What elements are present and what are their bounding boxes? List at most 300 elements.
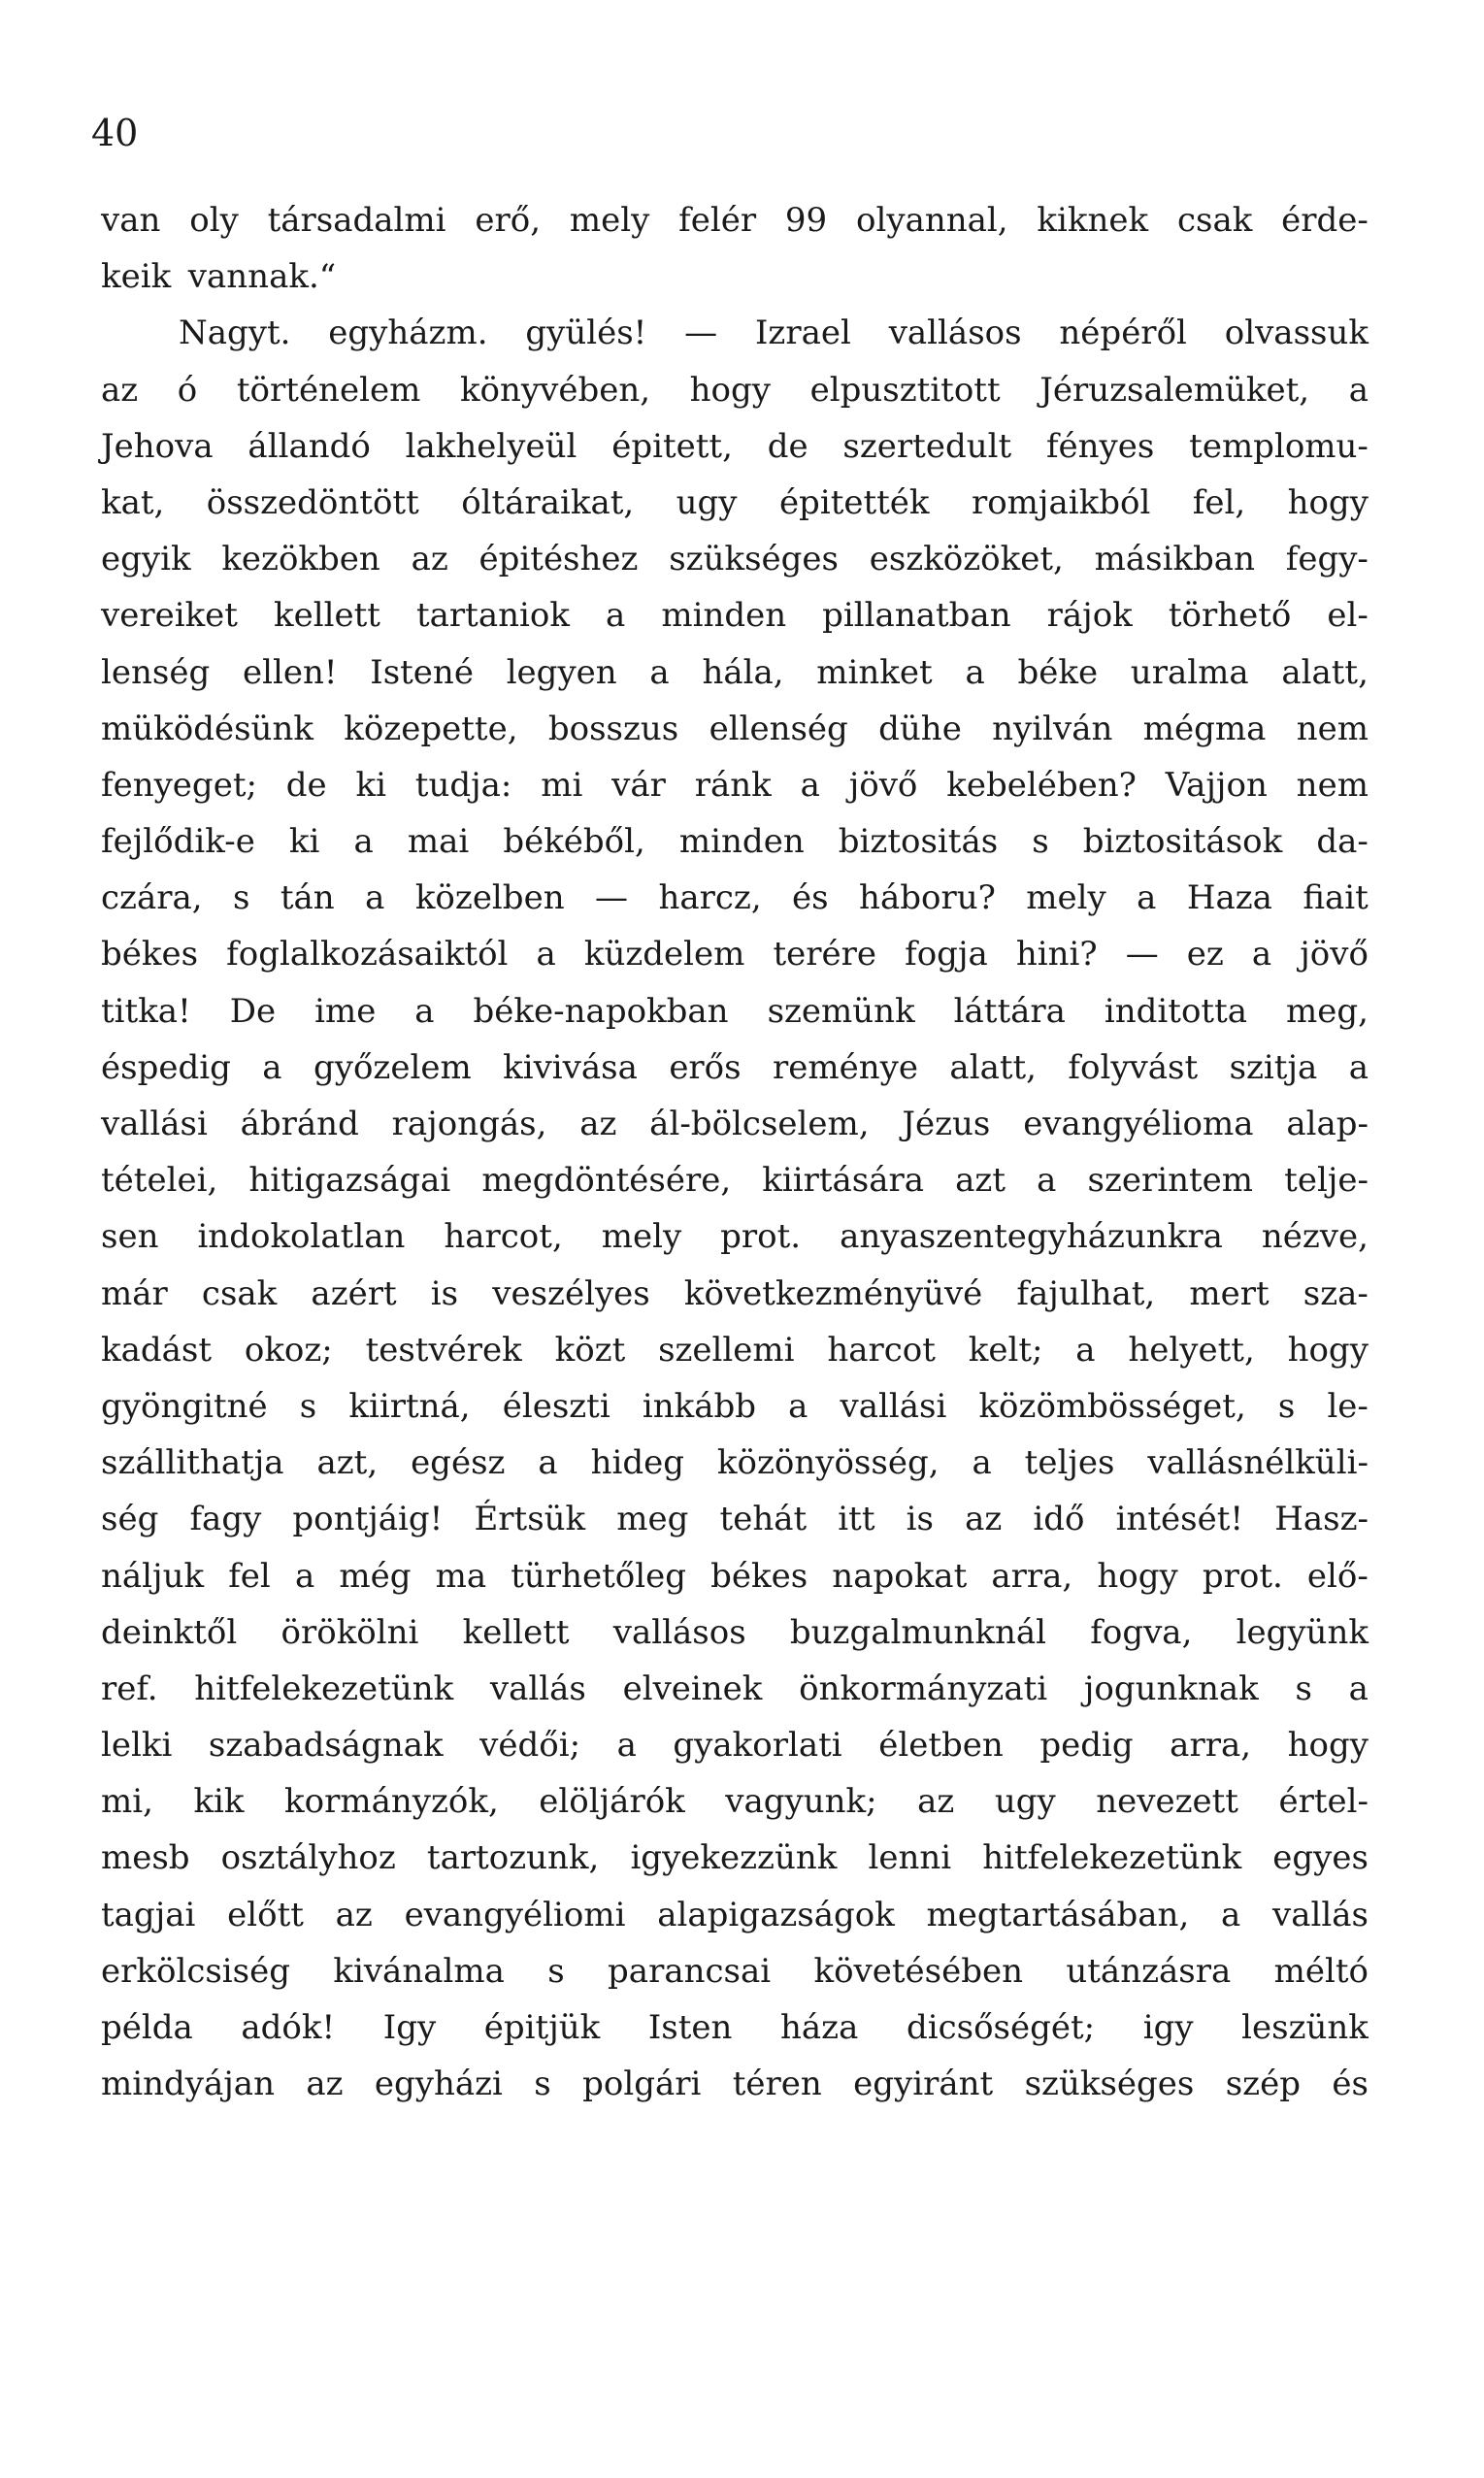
word: testvérek [365, 1330, 522, 1370]
text-line [101, 2056, 1369, 2112]
word: folyvást [1068, 1047, 1199, 1087]
word: történelem [236, 370, 421, 410]
word: a [1075, 1330, 1096, 1370]
word: mindyájan [101, 2065, 275, 2104]
word: a [1348, 370, 1369, 410]
word: czára, [101, 878, 203, 918]
text-line [101, 701, 1369, 757]
word: háboru? [859, 878, 996, 918]
word: a [965, 652, 985, 692]
text-line [101, 757, 1369, 813]
word: Izrael [755, 314, 851, 353]
word: csak [1176, 201, 1253, 240]
text-line [101, 870, 1369, 926]
word: lelki [101, 1726, 173, 1766]
word: ugy [676, 482, 738, 522]
text-line [101, 1999, 1369, 2056]
word: indokolatlan [197, 1217, 406, 1257]
word: örökölni [280, 1612, 419, 1652]
word: tagjai [101, 1895, 196, 1934]
word: elveinek [622, 1669, 763, 1708]
word: el- [1327, 596, 1369, 636]
word: értel- [1278, 1782, 1369, 1822]
word: erkölcsiség [101, 1951, 291, 1991]
word: háza [779, 2008, 859, 2047]
text-line [101, 1717, 1369, 1773]
word: szitja [1229, 1047, 1318, 1087]
word: épitjük [483, 2008, 601, 2047]
word: fel, [1192, 482, 1246, 522]
word: elöljárók [539, 1782, 685, 1822]
word: erő, [475, 201, 542, 240]
word: megtartásában, [926, 1895, 1190, 1934]
word: helyett, [1128, 1330, 1255, 1370]
word: nevezett [1096, 1782, 1238, 1822]
word: követésében [813, 1951, 1024, 1991]
text-line [101, 983, 1369, 1040]
word: kat, [101, 482, 165, 522]
word: minden [661, 596, 787, 636]
word: kiknek [1037, 201, 1149, 240]
text-line [101, 926, 1369, 982]
word: a [1221, 1895, 1241, 1934]
word: összedöntött [206, 482, 419, 522]
word: inditotta [1104, 991, 1248, 1031]
word: mely [1026, 878, 1106, 918]
word: inkább [642, 1386, 757, 1426]
word: küzdelem [583, 935, 745, 975]
text-line [101, 418, 1369, 475]
word: az [101, 370, 139, 410]
word: gyakorlati [673, 1726, 842, 1766]
word: s [547, 1951, 565, 1991]
word: ellenség [709, 709, 848, 748]
word: Hasz- [1274, 1500, 1369, 1539]
word: harcot [827, 1330, 936, 1370]
word: ki [355, 765, 386, 805]
text-line [101, 587, 1369, 644]
word: fogja [905, 935, 988, 975]
word: biztositás [838, 822, 999, 862]
word: dühe [878, 709, 962, 748]
word: Értsük [474, 1500, 586, 1539]
word: közepette, [344, 709, 518, 748]
word: még [339, 1556, 412, 1596]
word: romjaikból [971, 482, 1151, 522]
word: szertedult [842, 426, 1012, 466]
word: kik [193, 1782, 245, 1822]
word: az [306, 2065, 344, 2104]
text-line [101, 1661, 1369, 1717]
word: arra, [1170, 1726, 1252, 1766]
word: hitfelekezetünk [982, 1838, 1242, 1878]
word: a [1037, 1161, 1057, 1201]
word: lenni [868, 1838, 952, 1878]
word: s [232, 878, 250, 918]
word: eszközöket, [869, 540, 1064, 579]
word: kebelében? [946, 765, 1137, 805]
word: győzelem [313, 1047, 472, 1087]
word: szellemi [658, 1330, 795, 1370]
word: kivánalma [333, 1951, 505, 1991]
word: terére [773, 935, 877, 975]
word: jövő [848, 765, 918, 805]
word: tételei, [101, 1161, 218, 1201]
word: telje- [1284, 1161, 1369, 1201]
word: arra, [991, 1556, 1073, 1596]
word: minden [678, 822, 805, 862]
word: szép [1225, 2065, 1301, 2104]
word: méltó [1273, 1951, 1369, 1991]
word: Isten [647, 2008, 733, 2047]
word: a [294, 1556, 315, 1596]
word: már [101, 1273, 168, 1313]
word: pillanatban [822, 596, 1011, 636]
word: meg, [1286, 991, 1369, 1031]
word: tudja: [414, 765, 512, 805]
word: titka! [101, 991, 191, 1031]
word: Haza [1186, 878, 1272, 918]
word: állandó [247, 426, 371, 466]
word: gyülés! [525, 314, 647, 353]
word: ugy [994, 1782, 1056, 1822]
word: ábránd [240, 1105, 359, 1143]
word: egyes [1272, 1838, 1369, 1878]
word: le- [1327, 1386, 1369, 1426]
word: az [579, 1105, 617, 1143]
word: elő- [1306, 1556, 1369, 1596]
word: ime [314, 991, 377, 1031]
word: hitfelekezetünk [194, 1669, 454, 1708]
word: ellen! [242, 652, 338, 692]
word: a [414, 991, 435, 1031]
word: következményüvé [683, 1273, 983, 1313]
word: da- [1316, 822, 1369, 862]
word: de [285, 765, 327, 805]
word: könyvében, [459, 370, 651, 410]
text-line [101, 644, 1369, 701]
word: fel [228, 1556, 271, 1596]
text-line [101, 1322, 1369, 1378]
word: kadást [101, 1330, 213, 1370]
word: prot. [1202, 1556, 1283, 1596]
word: de [767, 426, 808, 466]
text-line [101, 475, 1369, 531]
word: békéből, [503, 822, 645, 862]
word: a [649, 652, 670, 692]
word: okoz; [244, 1330, 333, 1370]
word: és [792, 878, 829, 918]
word: kiirtására [762, 1161, 925, 1201]
word: hogy [1287, 1330, 1369, 1370]
word: Jéruzsalemüket, [1039, 370, 1310, 410]
word: uralma [1130, 652, 1249, 692]
word: azért [311, 1273, 397, 1313]
text-line [101, 1604, 1369, 1661]
word: sen [101, 1217, 159, 1257]
word: nem [1296, 765, 1369, 805]
text-line [101, 1830, 1369, 1886]
word: életben [878, 1726, 1004, 1766]
word: harcot, [444, 1217, 563, 1257]
word: alapigazságok [657, 1895, 895, 1934]
word: vallásnélküli- [1147, 1443, 1369, 1483]
word: rájok [1046, 596, 1133, 636]
text-line [101, 1040, 1369, 1096]
word: tehát [719, 1500, 808, 1539]
word: a [972, 1443, 992, 1483]
word: vereiket [101, 596, 238, 636]
word: vagyunk; [725, 1782, 877, 1822]
word: müködésünk [101, 709, 313, 748]
word: kellett [462, 1612, 570, 1652]
word: éleszti [502, 1386, 610, 1426]
word: rajongás, [391, 1105, 547, 1143]
word: tartaniok [415, 596, 570, 636]
word: ál-bölcselem, [649, 1105, 870, 1143]
word: a [353, 822, 374, 862]
word: példa [101, 2008, 193, 2047]
word: alatt, [1281, 652, 1369, 692]
word: hogy [689, 370, 771, 410]
word: fiait [1303, 878, 1369, 918]
word: egész [411, 1443, 506, 1483]
word: egyházi [374, 2065, 503, 2104]
word: 99 [784, 201, 828, 240]
word: szerintem [1087, 1161, 1254, 1201]
word: szükséges [1024, 2065, 1195, 2104]
word: buzgalmunknál [789, 1612, 1047, 1652]
word: védői; [479, 1726, 581, 1766]
word: kellett [274, 596, 380, 636]
word: a [1348, 1047, 1369, 1087]
text-line [101, 1152, 1369, 1208]
word: gyöngitné [101, 1386, 268, 1426]
word: nem [1296, 709, 1369, 748]
word: a [536, 935, 556, 975]
word: közömbösséget, [978, 1386, 1246, 1426]
word: mely [569, 201, 650, 240]
word: polgári [582, 2065, 702, 2104]
word: jövő [1300, 935, 1369, 975]
text-line [101, 1491, 1369, 1547]
word: a [1137, 878, 1157, 918]
word: hála, [702, 652, 784, 692]
page-number: 40 [91, 112, 139, 154]
word: alap- [1286, 1105, 1369, 1143]
word: hini? [1015, 935, 1098, 975]
word: tartozunk, [426, 1838, 600, 1878]
word: oly [189, 201, 239, 240]
word: anyaszentegyházunkra [840, 1217, 1223, 1257]
word: hogy [1287, 482, 1369, 522]
word: vallás [1272, 1895, 1369, 1934]
word: önkormányzati [799, 1669, 1048, 1708]
word: adók! [241, 2008, 336, 2047]
word: sza- [1303, 1273, 1369, 1313]
word: — [595, 878, 629, 918]
word: fegy- [1285, 540, 1369, 579]
word: pedig [1039, 1726, 1134, 1766]
word: éspedig [101, 1047, 231, 1087]
word: olvassuk [1224, 314, 1369, 353]
body-text [101, 192, 1369, 2112]
word: legyen [506, 652, 617, 692]
word: azt [955, 1161, 1006, 1201]
word: a [606, 596, 626, 636]
word: Istené [370, 652, 474, 692]
word: törhető [1168, 596, 1292, 636]
word: vallásos [612, 1612, 746, 1652]
word: megdöntésére, [481, 1161, 732, 1201]
word: vallási [840, 1386, 947, 1426]
word: igy [1142, 2008, 1194, 2047]
word: evangyélioma [1023, 1105, 1254, 1143]
word: prot. [720, 1217, 802, 1257]
word: van [101, 201, 161, 240]
word: népéről [1059, 314, 1187, 353]
word: csak [201, 1273, 278, 1313]
word: békes [101, 935, 199, 975]
word: hogy [1097, 1556, 1178, 1596]
word: tán [280, 878, 335, 918]
word: veszélyes [492, 1273, 650, 1313]
word: — [1125, 935, 1159, 975]
word: téren [732, 2065, 822, 2104]
word: láttára [953, 991, 1066, 1031]
word: De [229, 991, 277, 1031]
word: vallás [489, 1669, 586, 1708]
word: s [1032, 822, 1049, 862]
word: osztályhoz [220, 1838, 396, 1878]
word: ó [177, 370, 198, 410]
word: épitéshez [478, 540, 639, 579]
text-line [101, 531, 1369, 587]
word: a [365, 878, 385, 918]
word: mesb [101, 1838, 190, 1878]
word: kormányzók, [284, 1782, 499, 1822]
word: elpusztitott [809, 370, 1001, 410]
word: másikban [1094, 540, 1255, 579]
word: fejlődik-e [101, 822, 255, 862]
word: náljuk [101, 1556, 205, 1596]
text-line [101, 362, 1369, 418]
word: mégma [1142, 709, 1267, 748]
word: intését! [1115, 1500, 1244, 1539]
word: nyilván [992, 709, 1113, 748]
word: egyiránt [853, 2065, 994, 2104]
word: a [788, 1386, 808, 1426]
text-line [101, 1773, 1369, 1830]
word: a [1348, 1669, 1369, 1708]
word: fajulhat, [1016, 1273, 1156, 1313]
word: is [430, 1273, 459, 1313]
word: közelben [414, 878, 565, 918]
word: a [538, 1443, 558, 1483]
word: szabadságnak [208, 1726, 444, 1766]
word: a [262, 1047, 282, 1087]
word: és [1332, 2065, 1369, 2104]
word: fenyeget; [101, 765, 257, 805]
word: szállithatja [101, 1443, 284, 1483]
text-line [101, 1208, 1369, 1265]
word: az [917, 1782, 955, 1822]
word: Nagyt. [179, 314, 291, 353]
word: pontjáig! [292, 1500, 444, 1539]
word: közönyösség, [716, 1443, 940, 1483]
word: kivivása [503, 1047, 638, 1087]
word: ez [1186, 935, 1224, 975]
word: bosszus [547, 709, 679, 748]
word: itt [838, 1500, 875, 1539]
word: mi, [101, 1782, 153, 1822]
word: evangyéliomi [404, 1895, 626, 1934]
word: vallásos [888, 314, 1022, 353]
word: vár [611, 765, 666, 805]
word: is [906, 1500, 934, 1539]
word: minket [816, 652, 933, 692]
text-line [101, 1096, 1369, 1152]
word: jogunknak [1083, 1669, 1259, 1708]
text-line [101, 192, 1369, 248]
word: utánzásra [1066, 1951, 1232, 1991]
word: igyekezzünk [630, 1838, 838, 1878]
word: deinktől [101, 1612, 238, 1652]
word: az [965, 1500, 1003, 1539]
word: erős [669, 1047, 742, 1087]
word: mi [541, 765, 583, 805]
word: ref. [101, 1669, 158, 1708]
word: biztositások [1082, 822, 1283, 862]
word: napokat [832, 1556, 968, 1596]
text-line: keik vannak.“ [101, 257, 337, 297]
word: lenség [101, 652, 211, 692]
word: kezökben [221, 540, 380, 579]
word: béke [1017, 652, 1099, 692]
text-line [101, 1943, 1369, 1999]
word: azt, [316, 1443, 379, 1483]
word: a [800, 765, 820, 805]
word: kiirtná, [348, 1386, 471, 1426]
word: társadalmi [267, 201, 446, 240]
word: harcz, [658, 878, 762, 918]
word: fagy [189, 1500, 262, 1539]
word: mert [1189, 1273, 1270, 1313]
word: Jehova [101, 426, 214, 466]
word: s [299, 1386, 317, 1426]
word: parancsai [608, 1951, 772, 1991]
word: — [684, 314, 718, 353]
word: felér [678, 201, 757, 240]
word: türhetőleg [511, 1556, 686, 1596]
word: ség [101, 1500, 159, 1539]
word: mai [407, 822, 470, 862]
word: épitett, [611, 426, 733, 466]
word: teljes [1024, 1443, 1115, 1483]
word: ránk [694, 765, 772, 805]
word: egyházm. [328, 314, 488, 353]
word: ki [288, 822, 320, 862]
word: közt [554, 1330, 626, 1370]
word: vallási [101, 1105, 208, 1143]
word: reménye [773, 1047, 918, 1087]
word: legyünk [1236, 1612, 1369, 1652]
word: szemünk [767, 991, 915, 1031]
text-line [101, 1887, 1369, 1943]
word: hitigazságai [248, 1161, 451, 1201]
word: olyannal, [856, 201, 1008, 240]
word: lakhelyeül [405, 426, 577, 466]
